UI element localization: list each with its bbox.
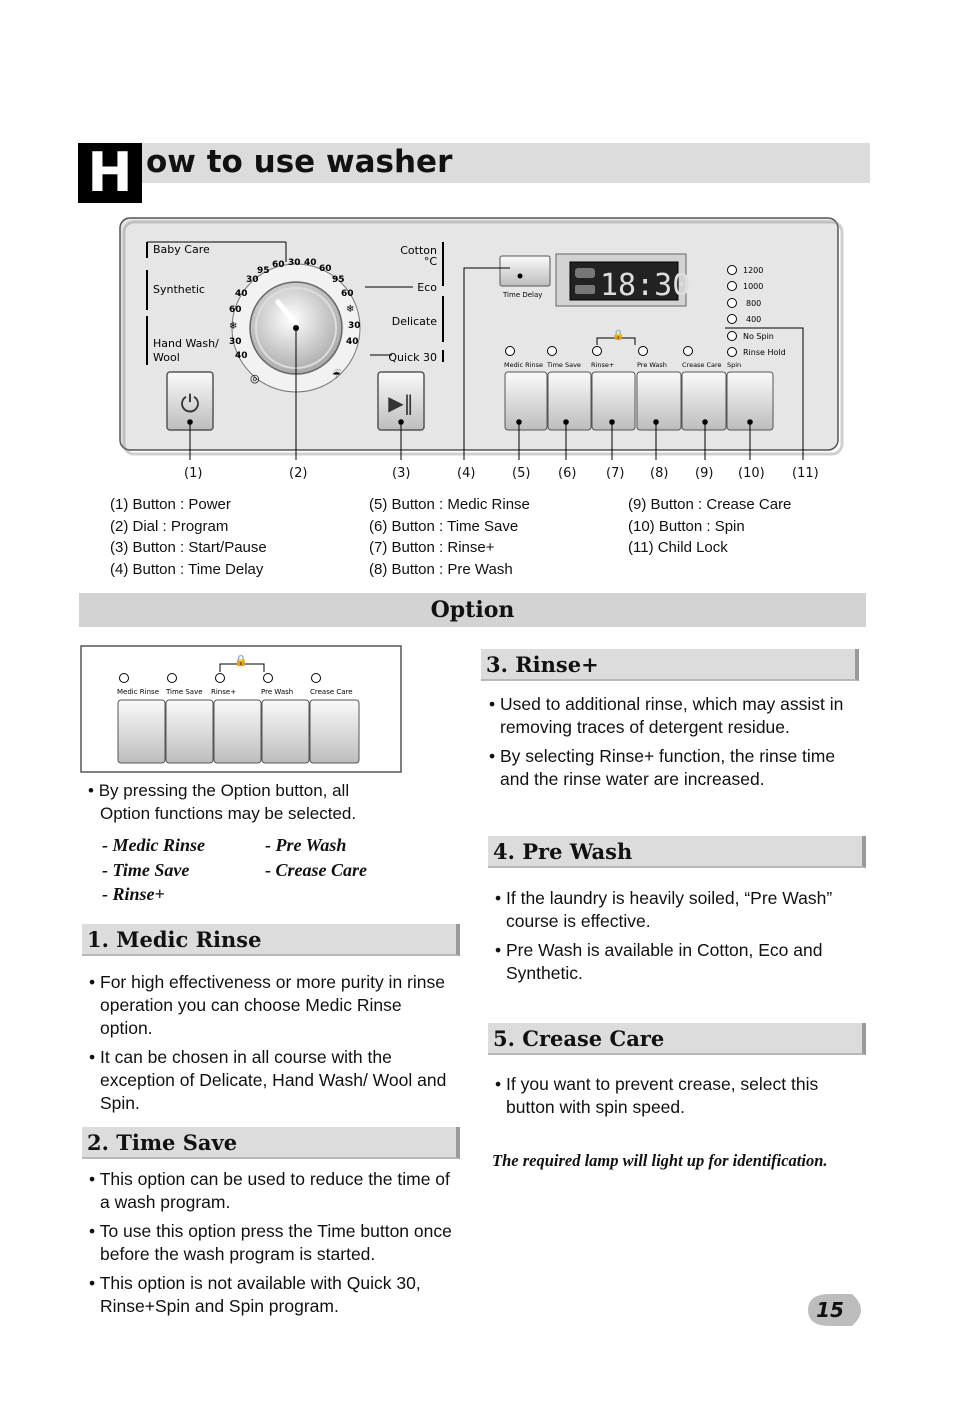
snowflake-icon: ❄ (229, 321, 238, 332)
program-eco: Eco (417, 281, 437, 294)
legend-item: (3) Button : Start/Pause (110, 539, 267, 556)
option-list-item: - Medic Rinse (102, 835, 205, 855)
dial-temp: 30 (229, 337, 242, 347)
rinse-plus-heading: 3. Rinse+ (481, 649, 859, 681)
time-save-text: • This option can be used to reduce the time of a wash program. • To use this option press the Time button once before the wash program is started. • This option is not available with Quick 30, Rinse+Spin and Spin program. (89, 1169, 452, 1316)
callout-4: (4) (457, 466, 476, 481)
rinse-icon: ☔ (332, 370, 341, 381)
callout-6: (6) (558, 466, 577, 481)
bullet-text: If the laundry is heavily soiled, “Pre Wash” course is effective. (506, 888, 833, 931)
callout-9: (9) (695, 466, 714, 481)
power-icon: ⏻ (180, 390, 200, 418)
dial-temp: 30 (246, 275, 259, 285)
page-title: ow to use washer (146, 144, 453, 180)
option-heading: Option (79, 593, 866, 627)
option-list-1 (102, 833, 205, 907)
callout-8: (8) (650, 466, 669, 481)
page-number: 15 (816, 1298, 844, 1322)
spin-1000: 1000 (743, 282, 764, 291)
option-buttons (505, 372, 773, 430)
dial-temp: 40 (304, 258, 317, 268)
opt-medic-rinse: Medic Rinse (117, 688, 160, 696)
opt-time-save: Time Save (547, 361, 581, 369)
spin-1200: 1200 (743, 266, 764, 275)
spin-icon: ◎ (250, 372, 260, 385)
snowflake-icon: ❄ (346, 304, 355, 315)
callout-3: (3) (392, 466, 411, 481)
opt-crease-care: Crease Care (682, 361, 722, 369)
legend-item: (7) Button : Rinse+ (369, 539, 495, 556)
program-delicate: Delicate (391, 315, 437, 328)
unit-celsius: °C (423, 255, 437, 268)
program-quick-30: Quick 30 (388, 351, 437, 364)
child-lock-icon: 🔒 (234, 654, 248, 667)
legend-item: (1) Button : Power (110, 496, 231, 513)
title-initial: H (78, 143, 142, 203)
display-time: 18:30 (600, 268, 691, 303)
dial-temp: 30 (288, 258, 301, 268)
option-panel-illustration (80, 645, 404, 775)
legend-column-1 (110, 494, 267, 580)
program-cotton: Cotton (400, 244, 437, 257)
legend-column-3 (628, 494, 791, 559)
bullet-text: To use this option press the Time button once before the wash program is started. (99, 1221, 452, 1264)
legend-item: (10) Button : Spin (628, 517, 745, 535)
medic-rinse-heading: 1. Medic Rinse (82, 924, 460, 956)
control-panel-illustration (110, 210, 850, 460)
intro-line-1: By pressing the Option button, all (98, 781, 350, 800)
opt-pre-wash: Pre Wash (261, 688, 294, 696)
opt-spin: Spin (727, 361, 742, 369)
spin-rinse-hold: Rinse Hold (743, 348, 786, 357)
spin-400: 400 (746, 315, 762, 324)
option-list-item: - Pre Wash (265, 835, 347, 855)
spin-no-spin: No Spin (743, 332, 774, 341)
bullet-text: For high effectiveness or more purity in rinse operation you can choose Medic Rinse option. (100, 972, 445, 1038)
dial-temp: 60 (319, 264, 332, 274)
callout-10: (10) (738, 466, 765, 481)
dial-temp: 30 (348, 321, 361, 331)
spin-800: 800 (746, 299, 762, 308)
legend-item: (4) Button : Time Delay (110, 560, 264, 578)
legend-item: (8) Button : Pre Wash (369, 560, 513, 578)
page-number-badge (800, 1290, 872, 1330)
callout-2: (2) (289, 466, 308, 481)
opt-crease-care: Crease Care (310, 688, 353, 696)
program-synthetic: Synthetic (153, 283, 205, 296)
option-list-item: - Time Save (102, 859, 190, 880)
digital-display (556, 254, 690, 306)
crease-care-text: • If you want to prevent crease, select this button with spin speed. (495, 1074, 819, 1117)
legend-item: (11) Child Lock (628, 539, 728, 556)
bullet-text: Pre Wash is available in Cotton, Eco and Synthetic. (506, 940, 823, 983)
program-hand-wash: Hand Wash/ (153, 337, 219, 350)
dial-temp: 95 (257, 266, 270, 276)
dial-temp: 40 (235, 351, 248, 361)
callout-11: (11) (792, 466, 819, 481)
play-pause-icon: ▶‖ (388, 391, 414, 415)
bullet-text: This option is not available with Quick 30, Rinse+Spin and Spin program. (99, 1273, 421, 1316)
bullet-text: Used to additional rinse, which may assist in removing traces of detergent residue. (500, 694, 844, 737)
legend-item: (9) Button : Crease Care (628, 496, 792, 513)
option-intro: • By pressing the Option button, all Option functions may be selected. (88, 781, 357, 823)
callout-7: (7) (606, 466, 625, 481)
option-list-2 (265, 833, 367, 882)
program-baby-care: Baby Care (153, 243, 210, 256)
bullet-text: If you want to prevent crease, select this button with spin speed. (506, 1074, 819, 1117)
medic-rinse-text: • For high effectiveness or more purity in rinse operation you can choose Medic Rinse option. • It can be chosen in all course with the exception of Delicate, Hand Wash/ Wool and Spin. (89, 972, 447, 1113)
dial-temp: 60 (341, 289, 354, 299)
opt-rinse-plus: Rinse+ (211, 688, 237, 696)
program-wool: Wool (153, 351, 180, 364)
callout-5: (5) (512, 466, 531, 481)
pre-wash-text: • If the laundry is heavily soiled, “Pre Wash” course is effective. • Pre Wash is available in Cotton, Eco and Synthetic. (495, 888, 833, 983)
time-delay-label: Time Delay (503, 291, 543, 299)
dial-temp: 40 (346, 337, 359, 347)
opt-rinse-plus: Rinse+ (591, 361, 615, 369)
rinse-plus-text: • Used to additional rinse, which may assist in removing traces of detergent residue. • By selecting Rinse+ function, the rinse time and the rinse water are increased. (489, 694, 844, 789)
legend-item: (5) Button : Medic Rinse (369, 496, 530, 513)
dial-temp: 95 (332, 275, 345, 285)
callout-1: (1) (184, 466, 203, 481)
option-list-item: - Rinse+ (102, 884, 165, 904)
child-lock-icon: 🔒 (612, 330, 625, 341)
dial-temp: 60 (272, 260, 285, 270)
time-save-heading: 2. Time Save (82, 1127, 460, 1159)
option-list-item: - Crease Care (265, 859, 367, 880)
bullet-text: By selecting Rinse+ function, the rinse time and the rinse water are increased. (500, 746, 836, 789)
pre-wash-heading: 4. Pre Wash (488, 836, 866, 868)
lamp-note: The required lamp will light up for identification. (492, 1151, 828, 1170)
dial-temp: 40 (235, 289, 248, 299)
opt-time-save: Time Save (166, 688, 203, 696)
legend-item: (2) Dial : Program (110, 517, 229, 535)
opt-pre-wash: Pre Wash (637, 361, 667, 369)
bullet-text: This option can be used to reduce the time of a wash program. (99, 1169, 450, 1212)
crease-care-heading: 5. Crease Care (488, 1023, 866, 1055)
intro-line-2: Option functions may be selected. (100, 804, 357, 823)
bullet-text: It can be chosen in all course with the exception of Delicate, Hand Wash/ Wool and Spin. (100, 1047, 447, 1113)
opt-medic-rinse: Medic Rinse (504, 361, 544, 369)
legend-item: (6) Button : Time Save (369, 517, 519, 535)
dial-temp: 60 (229, 305, 242, 315)
legend-column-2 (369, 494, 530, 580)
